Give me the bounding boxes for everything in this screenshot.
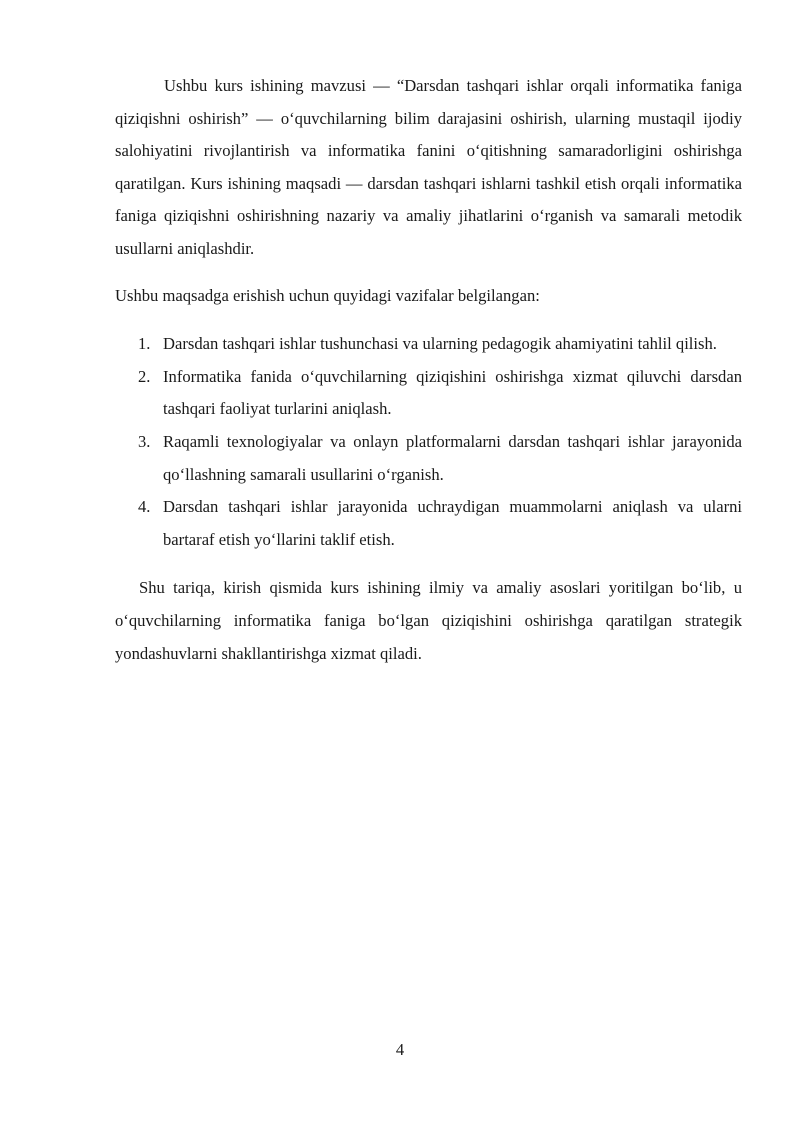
list-item-text: Raqamli texnologiyalar va onlayn platformalarni darsdan tashqari ishlar jarayonida qo‘llashning samarali usullarini o‘rganish. xyxy=(163,431,742,484)
list-item-text: Darsdan tashqari ishlar jarayonida uchraydigan muammolarni aniqlash va ularni bartaraf etish yo‘llarini taklif etish. xyxy=(163,497,742,549)
list-item xyxy=(115,361,742,426)
tasks-intro-paragraph: Ushbu maqsadga erishish uchun quyidagi vazifalar belgilangan: xyxy=(115,285,540,305)
list-item-number: 3. xyxy=(138,431,151,451)
list-item xyxy=(115,328,742,361)
list-item-number: 2. xyxy=(138,366,151,386)
page-number: 4 xyxy=(395,1040,405,1059)
list-item-text: Informatika fanida o‘quvchilarning qiziqishini oshirishga xizmat qiluvchi darsdan tashqari faoliyat turlarini aniqlash. xyxy=(163,366,742,419)
list-item xyxy=(115,491,742,556)
list-item-number: 1. xyxy=(138,334,151,354)
list-item xyxy=(115,426,742,491)
intro-paragraph: Ushbu kurs ishining mavzusi — “Darsdan tashqari ishlar orqali informatika faniga qiziqishni oshirish” — o‘quvchilarning bilim darajasini oshirish, ularning mustaqil ijodiy salohiyatini rivojlantirish va informatika fanini o‘qitishning samaradorligini oshirishga qaratilgan. Kurs ishining maqsadi — darsdan tashqari ishlarni tashkil etish orqali informatika faniga qiziqishni oshirishning nazariy va amaliy jihatlarini o‘rganish va samarali metodik usullarni aniqlashdir. xyxy=(115,76,742,258)
document-page xyxy=(115,70,742,670)
conclusion-paragraph: Shu tariqa, kirish qismida kurs ishining ilmiy va amaliy asoslari yoritilgan bo‘lib, u o‘quvchilarning informatika faniga bo‘lgan qiziqishini oshirishga qaratilgan strategik yondashuvlarni shakllantirishga xizmat qiladi. xyxy=(115,578,742,663)
task-list xyxy=(115,328,742,556)
list-item-text: Darsdan tashqari ishlar tushunchasi va ularning pedagogik ahamiyatini tahlil qilish. xyxy=(163,334,717,354)
list-item-number: 4. xyxy=(138,497,151,517)
